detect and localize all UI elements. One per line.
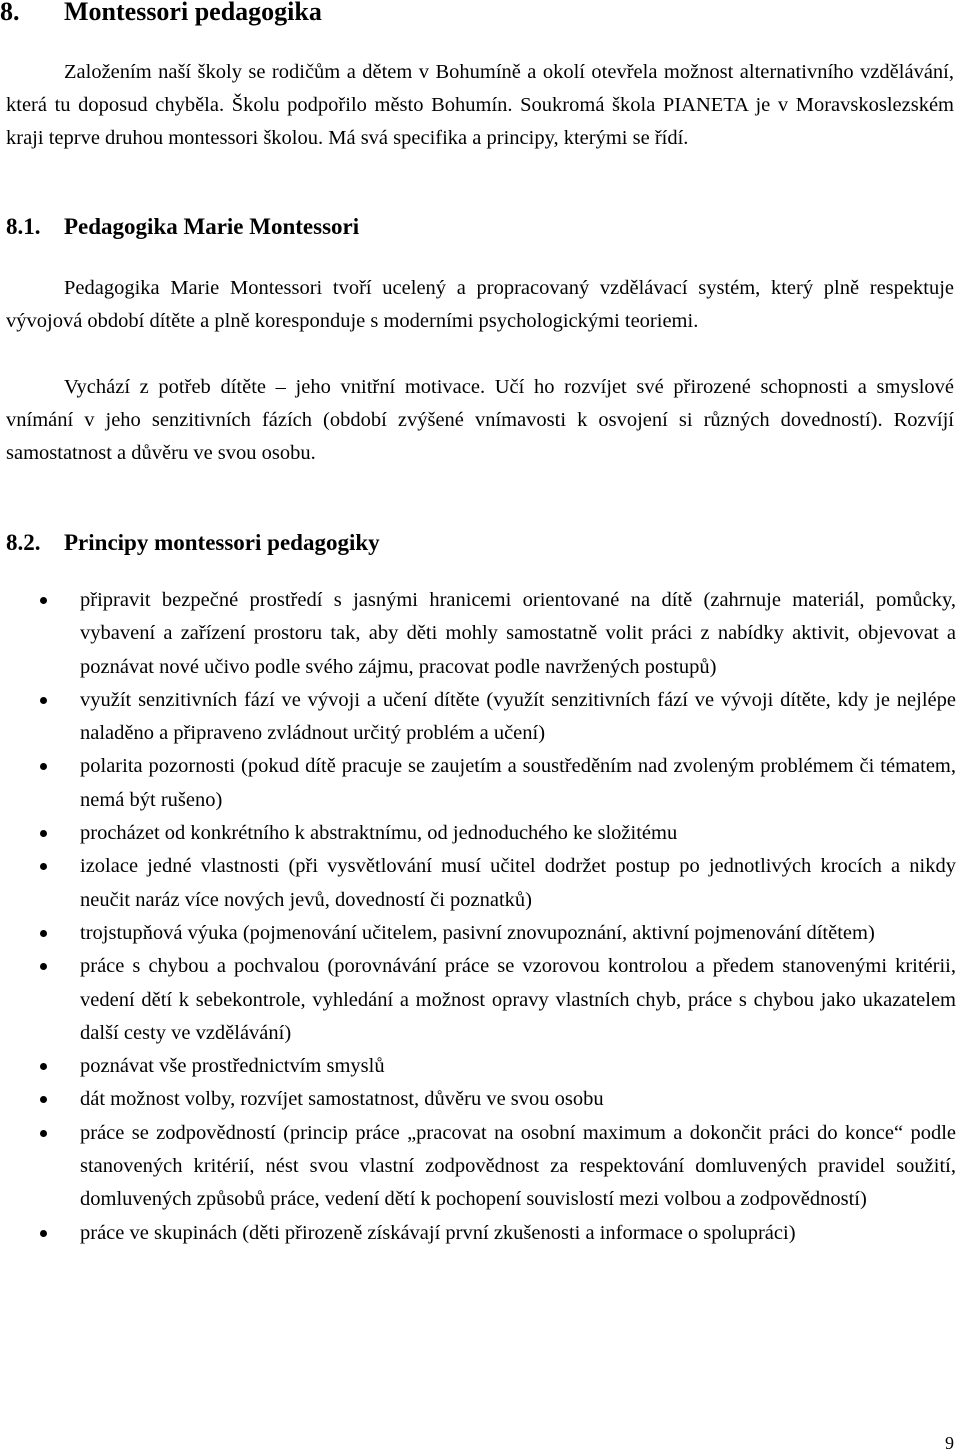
list-item: využít senzitivních fází ve vývoji a učení dítěte (využít senzitivních fází ve vývoji dítěte, kdy je nejlépe naladěno a připraveno zvládnout určitý problém a učení) xyxy=(0,684,956,751)
bullet-icon xyxy=(40,697,47,704)
intro-paragraph: Založením naší školy se rodičům a dětem v Bohumíně a okolí otevřela možnost alternativního vzdělávání, která tu doposud chyběla. Školu podpořilo město Bohumín. Soukromá škola PIANETA je v Moravskoslezském kraji teprve druhou montessori školou. Má svá specifika a principy, kterými se řídí. xyxy=(6,61,954,149)
list-item: izolace jedné vlastnosti (při vysvětlování musí učitel dodržet postup po jednotlivých krocích a nikdy neučit naráz více nových jevů, dovedností či poznatků) xyxy=(0,850,956,917)
section-number: 8.1. xyxy=(6,214,41,239)
chapter-heading xyxy=(0,0,322,28)
bullet-icon xyxy=(40,863,47,870)
list-item: procházet od konkrétního k abstraktnímu, od jednoduchého ke složitému xyxy=(0,817,956,850)
bullet-icon xyxy=(40,830,47,837)
bullet-icon xyxy=(40,1230,47,1237)
list-item: polarita pozornosti (pokud dítě pracuje se zaujetím a soustředěním nad zvoleným problémem či tématem, nemá být rušeno) xyxy=(0,750,956,817)
list-item: trojstupňová výuka (pojmenování učitelem, pasivní znovupoznání, aktivní pojmenování dítětem) xyxy=(0,917,956,950)
bullet-icon xyxy=(40,1063,47,1070)
chapter-number: 8. xyxy=(0,0,20,26)
page-number: 9 xyxy=(945,1433,954,1453)
list-item: práce ve skupinách (děti přirozeně získávají první zkušenosti a informace o spolupráci) xyxy=(0,1217,956,1250)
list-item: dát možnost volby, rozvíjet samostatnost, důvěru ve svou osobu xyxy=(0,1083,956,1116)
section1-paragraph-1: Pedagogika Marie Montessori tvoří ucelený a propracovaný vzdělávací systém, který plně respektuje vývojová období dítěte a plně koresponduje s moderními psychologickými teoriemi. xyxy=(6,277,954,332)
section-title: Pedagogika Marie Montessori xyxy=(64,214,360,239)
bullet-icon xyxy=(40,597,47,604)
section-heading-8-1 xyxy=(6,212,359,242)
list-item: poznávat vše prostřednictvím smyslů xyxy=(0,1050,956,1083)
section-title: Principy montessori pedagogiky xyxy=(64,530,380,555)
chapter-title: Montessori pedagogika xyxy=(64,0,322,26)
bullet-icon xyxy=(40,1096,47,1103)
list-item: práce s chybou a pochvalou (porovnávání práce se vzorovou kontrolou a předem stanovenými kritérii, vedení dětí k sebekontrole, vyhledání a možnost opravy vlastních chyb, práce s chybou jako ukazatelem další cesty ve vzdělávání) xyxy=(0,950,956,1050)
bullet-icon xyxy=(40,963,47,970)
principles-list xyxy=(0,584,956,1250)
section1-paragraph-2: Vychází z potřeb dítěte – jeho vnitřní motivace. Učí ho rozvíjet své přirozené schopnosti a smyslové vnímání v jeho senzitivních fázích (období zvýšené vnímavosti k osvojení si různých dovedností). Rozvíjí samostatnost a důvěru ve svou osobu. xyxy=(6,376,954,464)
section-number: 8.2. xyxy=(6,530,41,555)
list-item: připravit bezpečné prostředí s jasnými hranicemi orientované na dítě (zahrnuje materiál, pomůcky, vybavení a zařízení prostoru tak, aby děti mohly samostatně volit práci z nabídky aktivit, objevovat a poznávat nové učivo podle svého zájmu, pracovat podle navržených postupů) xyxy=(0,584,956,684)
bullet-icon xyxy=(40,1130,47,1137)
bullet-icon xyxy=(40,763,47,770)
list-item: práce se zodpovědností (princip práce „pracovat na osobní maximum a dokončit práci do konce“ podle stanovených kritérií, nést svou vlastní zodpovědnost za respektování domluvených pravidel soužití, domluvených způsobů práce, vedení dětí k pochopení souvislostí mezi volbou a zodpovědností) xyxy=(0,1117,956,1217)
section-heading-8-2 xyxy=(6,528,380,558)
bullet-icon xyxy=(40,930,47,937)
